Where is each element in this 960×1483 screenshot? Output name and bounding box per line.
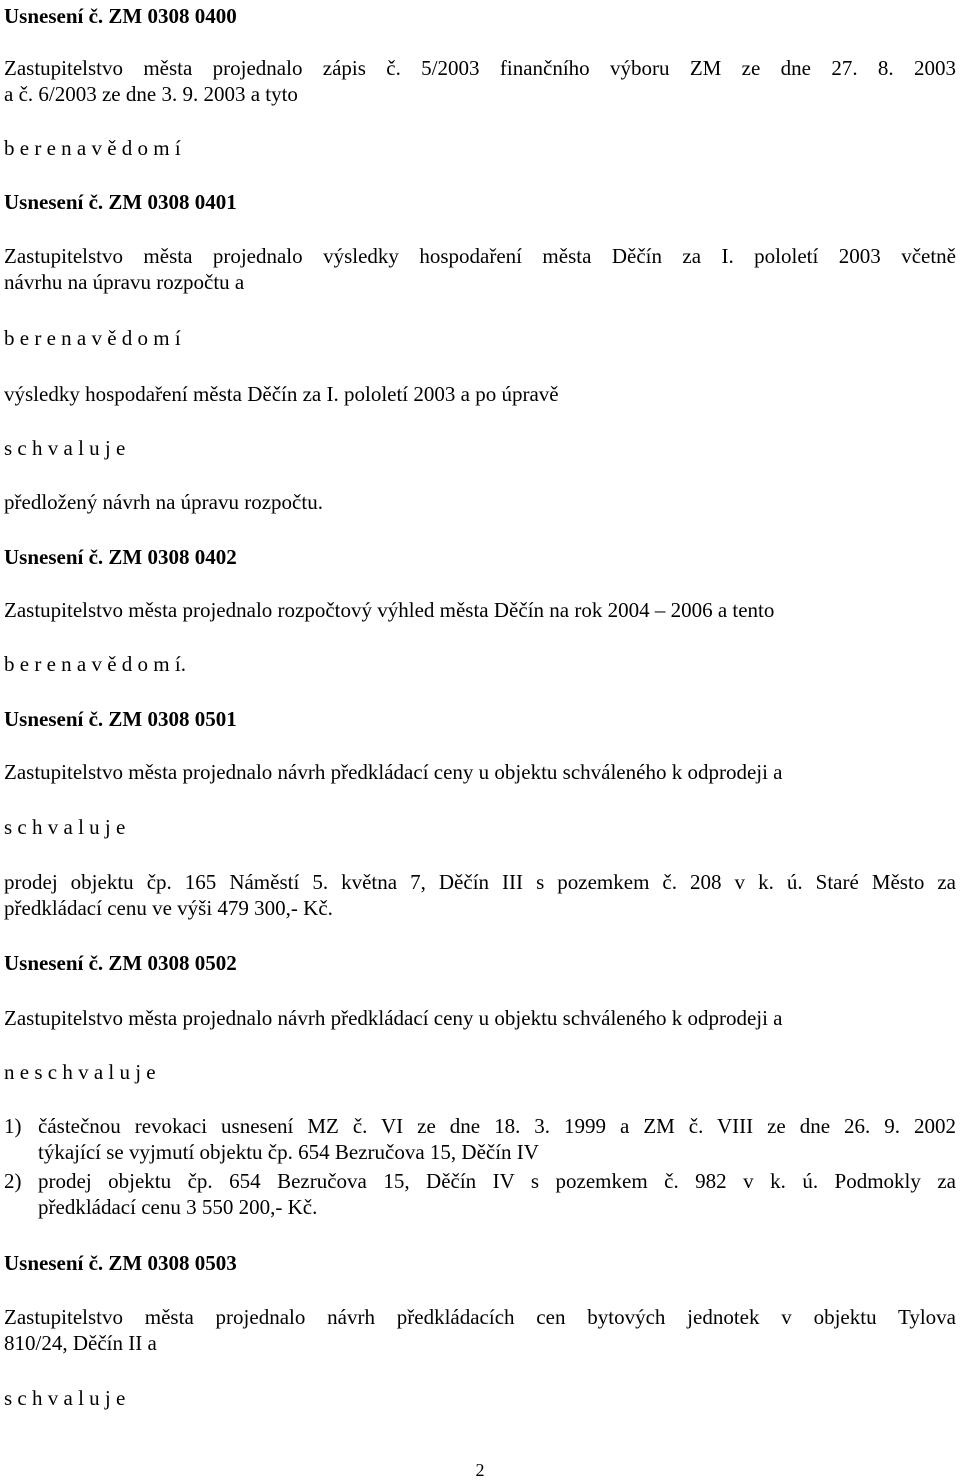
text-line: částečnou revokaci usnesení MZ č. VI ze dne 18. 3. 1999 a ZM č. VIII ze dne 26. 9. 2002 xyxy=(38,1114,956,1138)
decision-0502: n e s c h v a l u j e xyxy=(4,1060,156,1084)
detail-0401: výsledky hospodaření města Děčín za I. pololetí 2003 a po úpravě xyxy=(4,382,559,406)
resolution-text-0402: Zastupitelstvo města projednalo rozpočtový výhled města Děčín na rok 2004 – 2006 a tento xyxy=(4,598,775,622)
resolution-heading-0503: Usnesení č. ZM 0308 0503 xyxy=(4,1251,237,1275)
text-line: prodej objektu čp. 654 Bezručova 15, Děčín IV s pozemkem č. 982 v k. ú. Podmokly za xyxy=(38,1169,956,1193)
text-line: prodej objektu čp. 165 Náměstí 5. května 7, Děčín III s pozemkem č. 208 v k. ú. Staré Město za xyxy=(4,870,956,894)
resolution-text-0400 xyxy=(4,55,956,107)
list-item xyxy=(4,1168,956,1220)
resolution-heading-0400: Usnesení č. ZM 0308 0400 xyxy=(4,4,237,28)
resolution-heading-0501: Usnesení č. ZM 0308 0501 xyxy=(4,707,237,731)
list-item-text xyxy=(38,1113,956,1165)
text-line: předkládací cenu 3 550 200,- Kč. xyxy=(38,1195,318,1219)
decision-0400: b e r e n a v ě d o m í xyxy=(4,136,181,160)
text-line: týkající se vyjmutí objektu čp. 654 Bezručova 15, Děčín IV xyxy=(38,1140,539,1164)
text-line: návrhu na úpravu rozpočtu a xyxy=(4,270,245,294)
document-page xyxy=(4,0,956,1478)
decision-0401: b e r e n a v ě d o m í xyxy=(4,326,181,350)
decision2-0401: s c h v a l u j e xyxy=(4,436,126,460)
list-item-number: 1) xyxy=(4,1114,22,1138)
detail2-0401: předložený návrh na úpravu rozpočtu. xyxy=(4,490,323,514)
resolution-text-0503 xyxy=(4,1304,956,1356)
resolution-heading-0401: Usnesení č. ZM 0308 0401 xyxy=(4,190,237,214)
text-line: Zastupitelstvo města projednalo výsledky hospodaření města Děčín za I. pololetí 2003 včetně xyxy=(4,244,956,268)
resolution-heading-0402: Usnesení č. ZM 0308 0402 xyxy=(4,545,237,569)
text-line: Zastupitelstvo města projednalo návrh předkládacích cen bytových jednotek v objektu Tylova xyxy=(4,1305,956,1329)
decision-0501: s c h v a l u j e xyxy=(4,815,126,839)
resolution-heading-0502: Usnesení č. ZM 0308 0502 xyxy=(4,951,237,975)
list-item xyxy=(4,1113,956,1165)
text-line: a č. 6/2003 ze dne 3. 9. 2003 a tyto xyxy=(4,82,298,106)
decision-0503: s c h v a l u j e xyxy=(4,1386,126,1410)
resolution-text-0502: Zastupitelstvo města projednalo návrh předkládací ceny u objektu schváleného k odprodeji a xyxy=(4,1006,783,1030)
page-number: 2 xyxy=(475,1460,485,1480)
text-line: předkládací cenu ve výši 479 300,- Kč. xyxy=(4,896,333,920)
list-item-number: 2) xyxy=(4,1169,22,1193)
resolution-text-0501: Zastupitelstvo města projednalo návrh předkládací ceny u objektu schváleného k odprodeji a xyxy=(4,760,783,784)
decision-0402: b e r e n a v ě d o m í. xyxy=(4,652,186,676)
text-line: Zastupitelstvo města projednalo zápis č. 5/2003 finančního výboru ZM ze dne 27. 8. 2003 xyxy=(4,56,956,80)
list-item-text xyxy=(38,1168,956,1220)
text-line: 810/24, Děčín II a xyxy=(4,1331,157,1355)
detail-0501 xyxy=(4,869,956,921)
resolution-text-0401 xyxy=(4,243,956,295)
